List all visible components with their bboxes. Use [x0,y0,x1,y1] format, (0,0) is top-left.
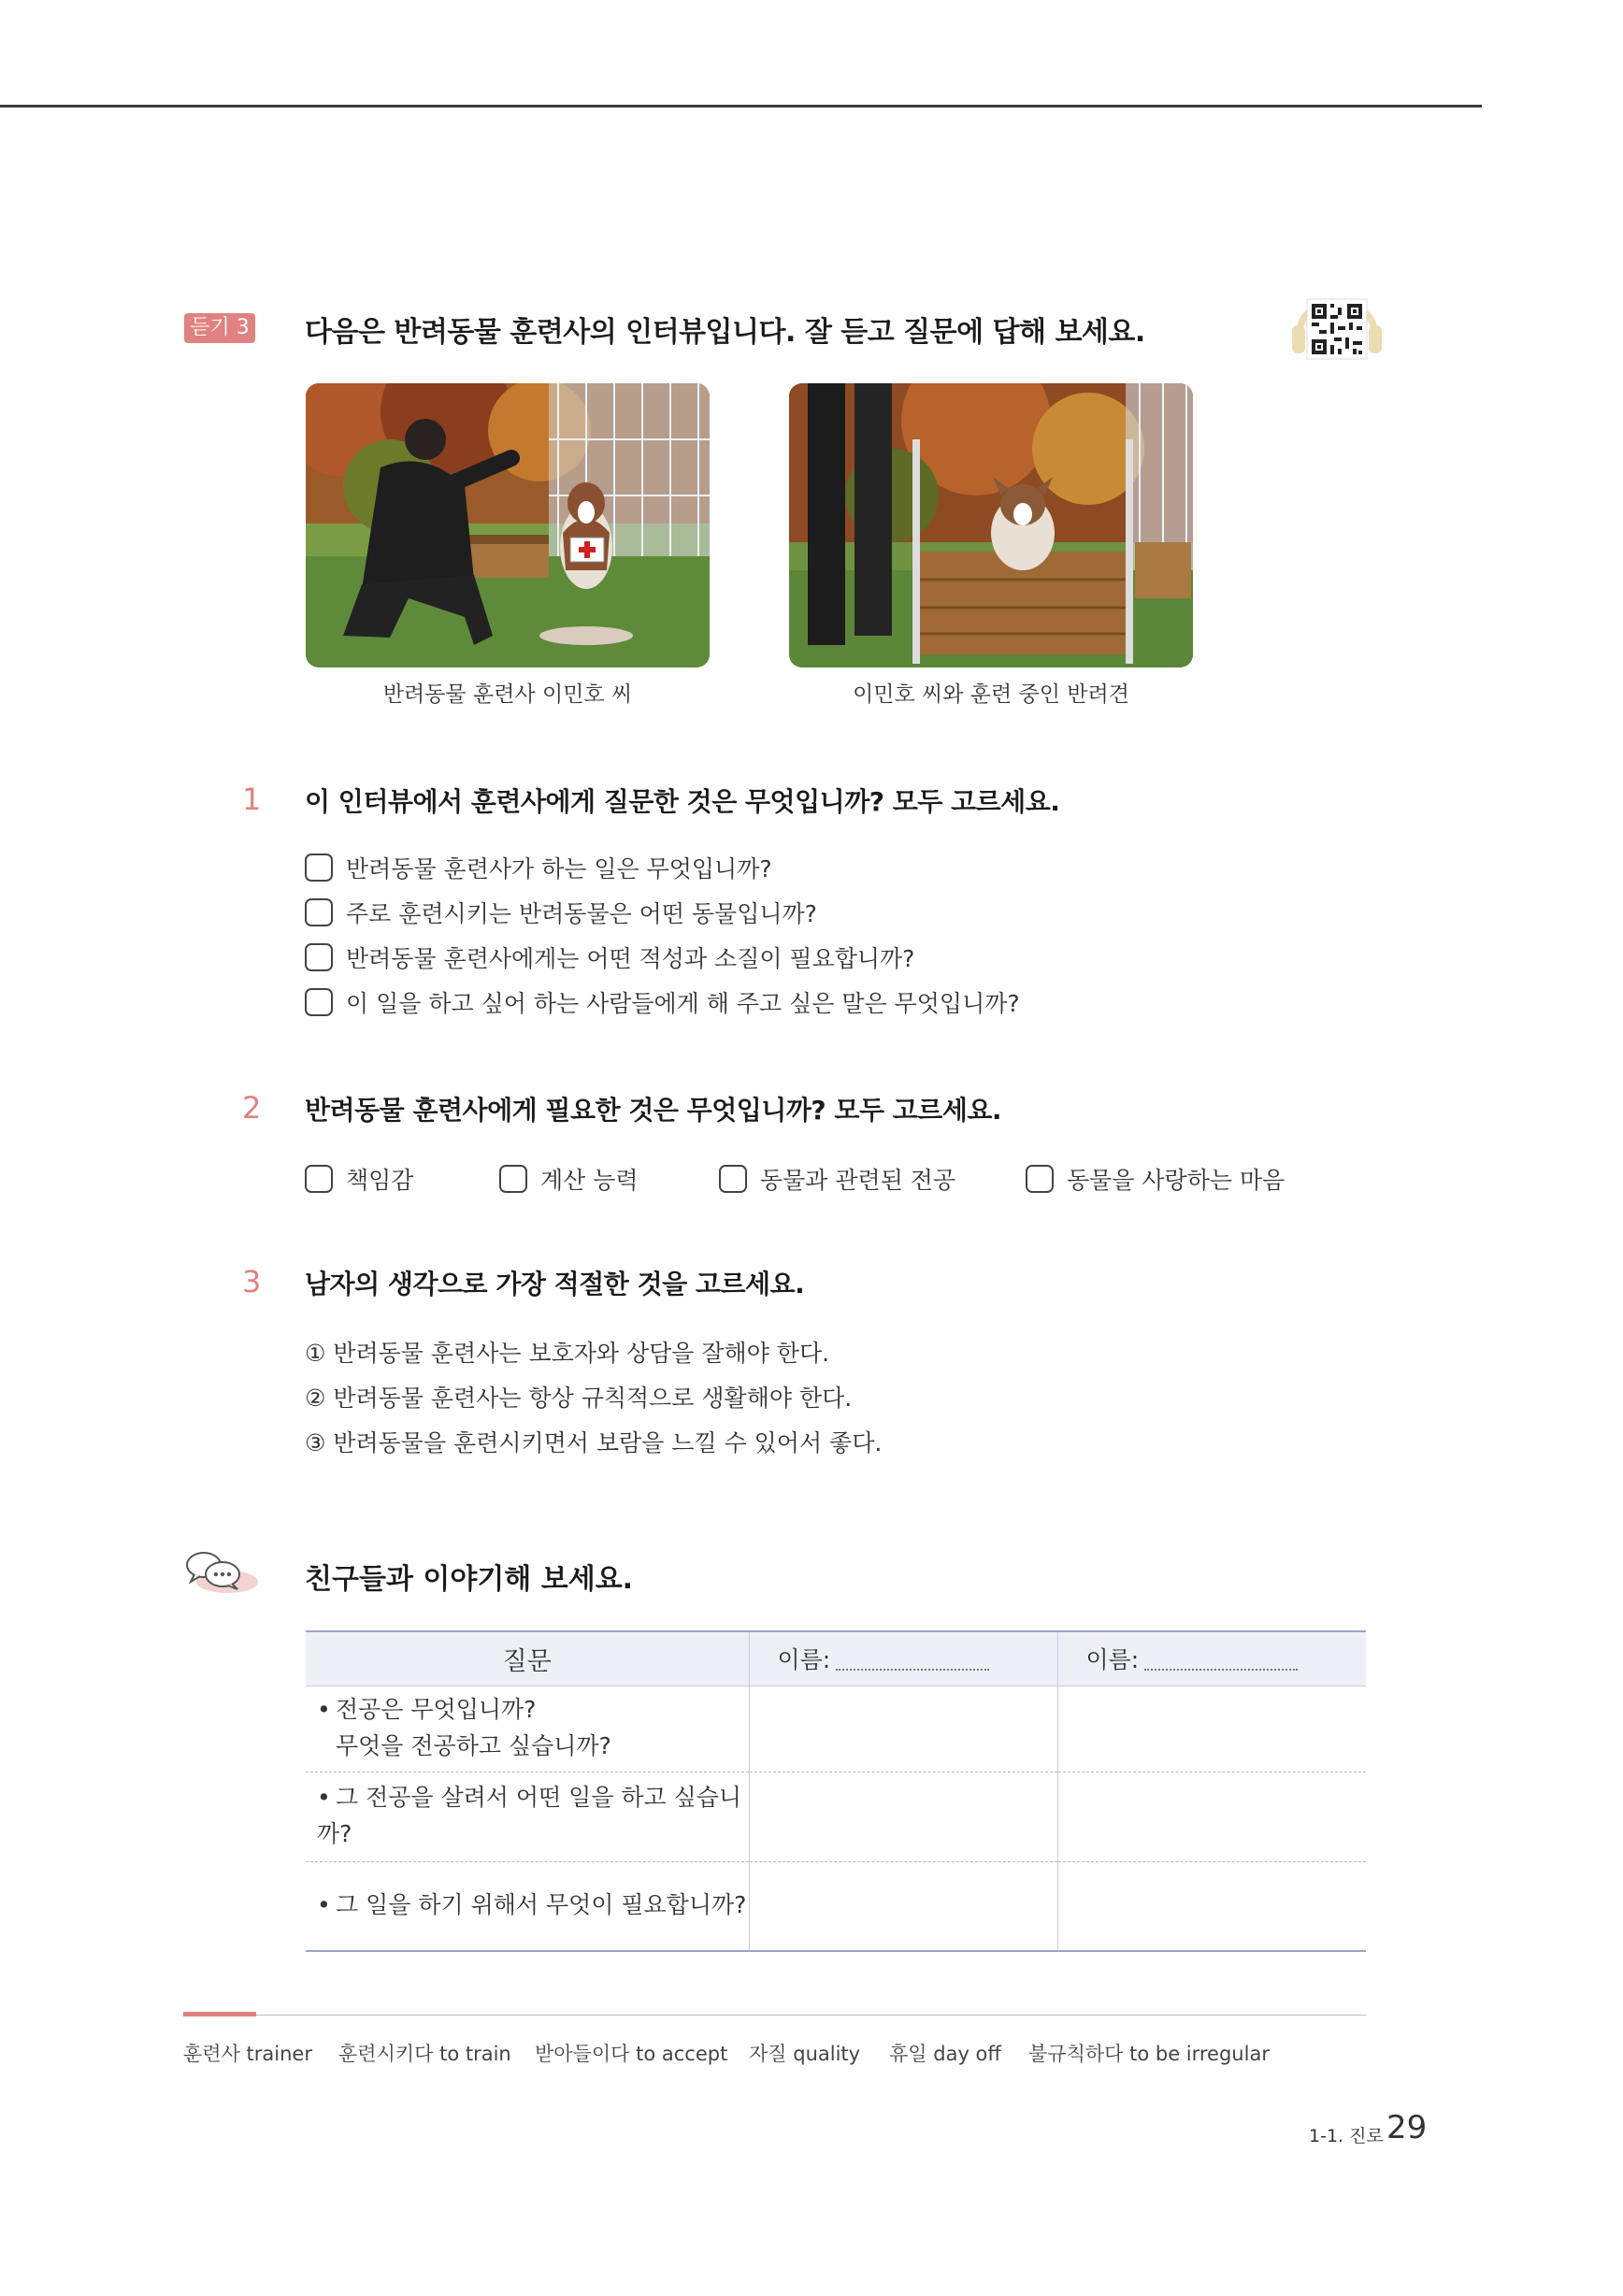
q1-option[interactable] [305,851,772,884]
table-row [306,1861,1366,1951]
header-name-2: 이름: [1057,1631,1366,1686]
vocab-rule [183,2015,1366,2016]
table-row [306,1772,1366,1861]
vocab-item: 자질 quality [749,2043,861,2065]
question-cell: • 전공은 무엇입니까? 무엇을 전공하고 싶습니까? [306,1686,749,1772]
checkbox[interactable] [305,943,333,971]
q1-option[interactable] [305,985,1020,1019]
vocab-item: 불규칙하다 to be irregular [1028,2043,1270,2065]
vocab-item: 받아들이다 to accept [535,2043,728,2065]
checkbox[interactable] [499,1165,527,1193]
qr-code-icon[interactable] [1288,277,1386,374]
name-blank[interactable] [1144,1652,1298,1671]
checkbox[interactable] [305,988,333,1016]
question-number: 2 [242,1090,262,1126]
footer-section: 1-1. 진로 [1309,2126,1384,2146]
q3-option[interactable]: ① 반려동물 훈련사는 보호자와 상담을 잘해야 한다. [305,1340,830,1367]
photo-caption: 이민호 씨와 훈련 중인 반려견 [853,682,1129,707]
listening-instruction: 다음은 반려동물 훈련사의 인터뷰입니다. 잘 듣고 질문에 답해 보세요. [305,316,1145,349]
survey-table [306,1630,1366,1952]
checkbox[interactable] [719,1165,747,1193]
header-question: 질문 [306,1631,749,1686]
table-row [306,1686,1366,1772]
option-label: 이 일을 하고 싶어 하는 사람들에게 해 주고 싶은 말은 무엇입니까? [346,990,1020,1017]
vocab-item: 훈련시키다 to train [338,2043,511,2065]
option-label: 책임감 [346,1167,414,1194]
checkbox[interactable] [1026,1165,1054,1193]
talk-title: 친구들과 이야기해 보세요. [305,1563,634,1596]
table-header-row [306,1631,1366,1686]
q2-option[interactable] [305,1162,413,1196]
checkbox[interactable] [305,1165,333,1193]
q3-option[interactable]: ② 반려동물 훈련사는 항상 규칙적으로 생활해야 한다. [305,1385,853,1412]
q1-option[interactable] [305,896,817,929]
training-photo [789,383,1193,667]
q2-option[interactable] [499,1162,639,1196]
question-cell: • 그 일을 하기 위해서 무엇이 필요합니까? [306,1861,749,1951]
option-label: 계산 능력 [540,1167,639,1194]
option-label: 반려동물 훈련사에게는 어떤 적성과 소질이 필요합니까? [346,945,915,972]
question-cell: • 그 전공을 살려서 어떤 일을 하고 싶습니까? [306,1772,749,1861]
top-rule [0,105,1482,108]
name-blank[interactable] [836,1652,989,1671]
header-name-1: 이름: [749,1631,1057,1686]
trainer-photo [306,383,710,667]
option-label: 주로 훈련시키는 반려동물은 어떤 동물입니까? [346,900,817,927]
listening-badge: 듣기 3 [184,313,255,343]
option-label: 동물과 관련된 전공 [760,1167,956,1194]
question-text: 이 인터뷰에서 훈련사에게 질문한 것은 무엇입니까? 모두 고르세요. [305,786,1060,817]
question-number: 3 [242,1264,262,1299]
q2-option[interactable] [719,1162,955,1196]
q1-option[interactable] [305,940,914,974]
vocab-item: 휴일 day off [889,2043,1001,2065]
question-text: 남자의 생각으로 가장 적절한 것을 고르세요. [305,1269,805,1299]
option-label: 동물을 사랑하는 마음 [1067,1167,1285,1194]
answer-cell[interactable] [1057,1861,1366,1951]
page-number: 29 [1386,2109,1428,2146]
answer-cell[interactable] [1057,1772,1366,1861]
checkbox[interactable] [305,898,333,926]
answer-cell[interactable] [749,1686,1057,1772]
option-label: 반려동물 훈련사가 하는 일은 무엇입니까? [346,855,772,883]
answer-cell[interactable] [749,1861,1057,1951]
q3-option[interactable]: ③ 반려동물을 훈련시키면서 보람을 느낄 수 있어서 좋다. [305,1429,883,1457]
question-number: 1 [242,782,262,817]
checkbox[interactable] [305,854,333,882]
answer-cell[interactable] [1057,1686,1366,1772]
vocab-item: 훈련사 trainer [183,2043,312,2065]
photo-caption: 반려동물 훈련사 이민호 씨 [382,682,633,707]
speech-bubbles-icon [183,1546,260,1595]
question-text: 반려동물 훈련사에게 필요한 것은 무엇입니까? 모두 고르세요. [305,1095,1002,1126]
vocab-accent [183,2012,256,2016]
q2-option[interactable] [1026,1162,1285,1196]
answer-cell[interactable] [749,1772,1057,1861]
